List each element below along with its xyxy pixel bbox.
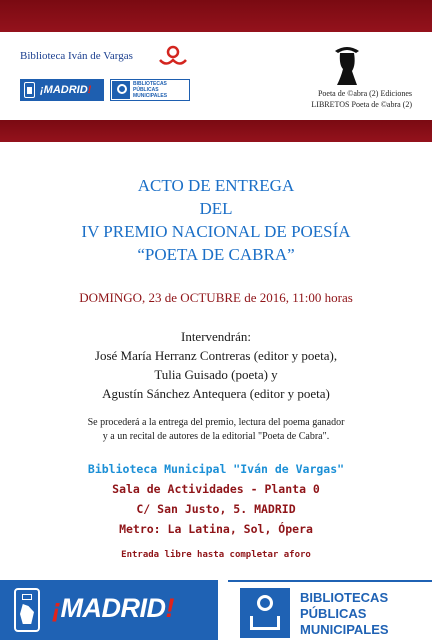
venue-block: [0, 459, 432, 539]
speakers-heading: Intervendrán:: [180, 329, 252, 344]
speakers-block: [0, 327, 432, 403]
title-line: IV PREMIO NACIONAL DE POESÍA: [81, 222, 351, 241]
poet-editions-line: Poeta de ©abra (2) Ediciones: [317, 89, 412, 98]
library-logo-icon: [158, 45, 188, 69]
venue-room: Sala de Actividades - Planta 0: [112, 482, 320, 496]
poet-libretos-line: LIBRETOS Poeta de ©abra (2): [311, 100, 412, 109]
note-line: y a un recital de autores de la editorial "Poeta de Cabra".: [102, 431, 330, 442]
madrid-small-logo: [20, 79, 104, 101]
library-reader-icon: [112, 81, 130, 99]
top-band: [0, 0, 432, 32]
madrid-crest-icon: [14, 588, 40, 632]
event-title: [0, 174, 432, 266]
bibliotecas-footer-logo: [228, 580, 432, 640]
bibliotecas-small-logo: [110, 79, 190, 101]
event-note: [0, 416, 432, 444]
venue-address: C/ San Justo, 5. MADRID: [136, 502, 296, 516]
title-line: DEL: [199, 199, 233, 218]
madrid-footer-logo: [0, 580, 218, 640]
venue-name: Biblioteca Municipal "Iván de Vargas": [87, 462, 345, 476]
speaker-line: Tulia Guisado (poeta) y: [154, 367, 278, 382]
venue-metro: Metro: La Latina, Sol, Ópera: [119, 522, 313, 536]
bpm-footer-text: BIBLIOTECAS PÚBLICAS MUNICIPALES: [300, 590, 389, 637]
madrid-small-word: ¡MADRID!: [40, 84, 92, 96]
speaker-line: Agustín Sánchez Antequera (editor y poeta): [102, 386, 330, 401]
speaker-line: José María Herranz Contreras (editor y poeta),: [94, 348, 338, 363]
title-line: ACTO DE ENTREGA: [137, 176, 295, 195]
library-name: Biblioteca Iván de Vargas: [20, 50, 133, 62]
bpm-small-text: BIBLIOTECAS PÚBLICAS MUNICIPALES: [133, 81, 168, 99]
madrid-crest-icon: [24, 82, 35, 98]
middle-band: [0, 120, 432, 142]
madrid-footer-word: ¡MADRID!: [52, 593, 174, 623]
poet-silhouette-icon: [329, 41, 365, 87]
entry-note: Entrada libre hasta completar aforo: [121, 550, 311, 560]
note-line: Se procederá a la entrega del premio, lectura del poema ganador: [87, 417, 345, 428]
title-line: “POETA DE CABRA”: [137, 245, 295, 264]
library-reader-icon: [240, 588, 290, 638]
event-date: DOMINGO, 23 de OCTUBRE de 2016, 11:00 horas: [79, 290, 353, 305]
